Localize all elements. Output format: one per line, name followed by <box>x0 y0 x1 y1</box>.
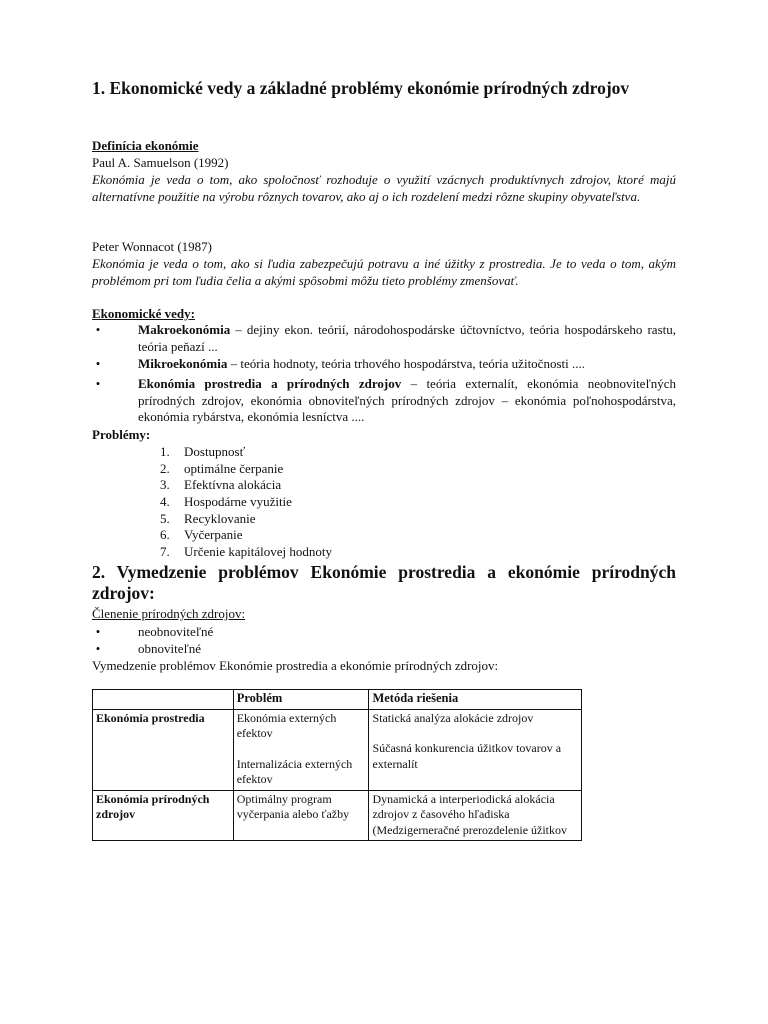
list-item <box>95 641 676 658</box>
bullet-icon: • <box>95 322 101 337</box>
science-name: Makroekonómia <box>138 322 231 337</box>
division-title: Členenie prírodných zdrojov: <box>92 606 246 621</box>
list-item <box>160 494 460 511</box>
problem-cell <box>233 790 369 841</box>
quote-samuelson: Ekonómia je veda o tom, ako spoločnosť rozhoduje o využití vzácnych produktívnych zdrojov, ktoré majú alternatívne použitie na výrobu rôznych tovarov, ako aj o ich rozdelení medzi rôzne skupiny obyvateľstva. <box>92 172 676 204</box>
cell-text: Ekonómia externých efektov <box>236 710 337 740</box>
heading-2: 2. Vymedzenie problémov Ekonómie prostredia a ekonómie prírodných zdrojov: <box>92 562 676 603</box>
item-number: 1. <box>160 444 170 459</box>
method-cell <box>369 790 582 841</box>
definition-title: Definícia ekonómie <box>92 138 199 153</box>
item-number: 2. <box>160 461 170 476</box>
list-item <box>95 624 676 641</box>
row-label: Ekonómia prostredia <box>93 709 234 790</box>
header-cell <box>93 690 234 710</box>
author-samuelson: Paul A. Samuelson (1992) <box>92 155 229 170</box>
list-item <box>95 322 676 355</box>
item-number: 5. <box>160 511 170 526</box>
item-text: Efektívna alokácia <box>184 477 282 492</box>
item-number: 6. <box>160 527 170 542</box>
cell-text: Internalizácia externých efektov <box>236 756 353 786</box>
list-item <box>160 461 460 478</box>
list-item <box>95 376 677 426</box>
list-item <box>160 544 460 561</box>
bullet-icon: • <box>95 376 101 391</box>
list-item <box>160 527 460 544</box>
cell-text: Statická analýza alokácie zdrojov <box>372 710 534 725</box>
method-cell <box>369 709 582 790</box>
item-text: neobnoviteľné <box>138 624 214 639</box>
quote-wonnacot: Ekonómia je veda o tom, ako si ľudia zabezpečujú potravu a iné úžitky z prostredia. Je to veda o tom, akým problémom pri tom ľudia čelia a akými spôsobmi môžu tieto problémy zmenšovať. <box>92 256 676 288</box>
row-label: Ekonómia prírodných zdrojov <box>93 790 234 841</box>
item-text: Dostupnosť <box>184 444 246 459</box>
item-number: 4. <box>160 494 170 509</box>
cell-text: Súčasná konkurencia úžitkov tovarov a externalít <box>372 741 562 771</box>
item-number: 7. <box>160 544 170 559</box>
cell-text: Optimálny program vyčerpania alebo ťažby <box>236 791 350 821</box>
problem-cell <box>233 709 369 790</box>
bullet-icon: • <box>95 356 101 371</box>
cell-text: Dynamická a interperiodická alokácia zdrojov z časového hľadiska <box>372 791 555 821</box>
table-row <box>93 790 582 841</box>
cell-text: (Medzigerneračné prerozdelenie úžitkov <box>372 822 568 837</box>
list-item <box>160 444 460 461</box>
table-header-row <box>93 690 582 710</box>
problems-table <box>92 689 582 841</box>
sciences-title: Ekonomické vedy: <box>92 306 195 321</box>
header-cell: Metóda riešenia <box>369 690 582 710</box>
item-text: Určenie kapitálovej hodnoty <box>184 544 333 559</box>
table-row <box>93 709 582 790</box>
list-item <box>160 477 460 494</box>
item-text: Vyčerpanie <box>184 527 243 542</box>
header-cell: Problém <box>233 690 369 710</box>
author-wonnacot: Peter Wonnacot (1987) <box>92 239 213 254</box>
bullet-icon: • <box>95 641 101 656</box>
item-text: Hospodárne využitie <box>184 494 292 509</box>
science-desc: – dejiny ekon. teórií, národohospodárske účtovníctvo, teória hospodárskeho rastu, teória peňazí ... <box>138 322 676 354</box>
list-item <box>160 511 460 528</box>
item-text: obnoviteľné <box>138 641 202 656</box>
heading-1: 1. Ekonomické vedy a základné problémy ekonómie prírodných zdrojov <box>92 78 630 98</box>
bullet-icon: • <box>95 624 101 639</box>
item-number: 3. <box>160 477 170 492</box>
item-text: optimálne čerpanie <box>184 461 284 476</box>
list-item <box>95 356 676 373</box>
problems-title: Problémy: <box>92 427 151 442</box>
science-name: Mikroekonómia <box>138 356 228 371</box>
science-desc: – teória hodnoty, teória trhového hospodárstva, teória užitočnosti .... <box>227 356 585 371</box>
table-intro: Vymedzenie problémov Ekonómie prostredia a ekonómie prírodných zdrojov: <box>92 658 499 673</box>
item-text: Recyklovanie <box>184 511 256 526</box>
science-name: Ekonómia prostredia a prírodných zdrojov <box>138 376 402 391</box>
science-desc: – teória externalít, ekonómia neobnoviteľných prírodných zdrojov, ekonómia obnoviteľných prírodných zdrojov – ekonómia poľnohospodárstva, ekonómia rybárstva, ekonómia lesníctva .... <box>138 376 677 425</box>
